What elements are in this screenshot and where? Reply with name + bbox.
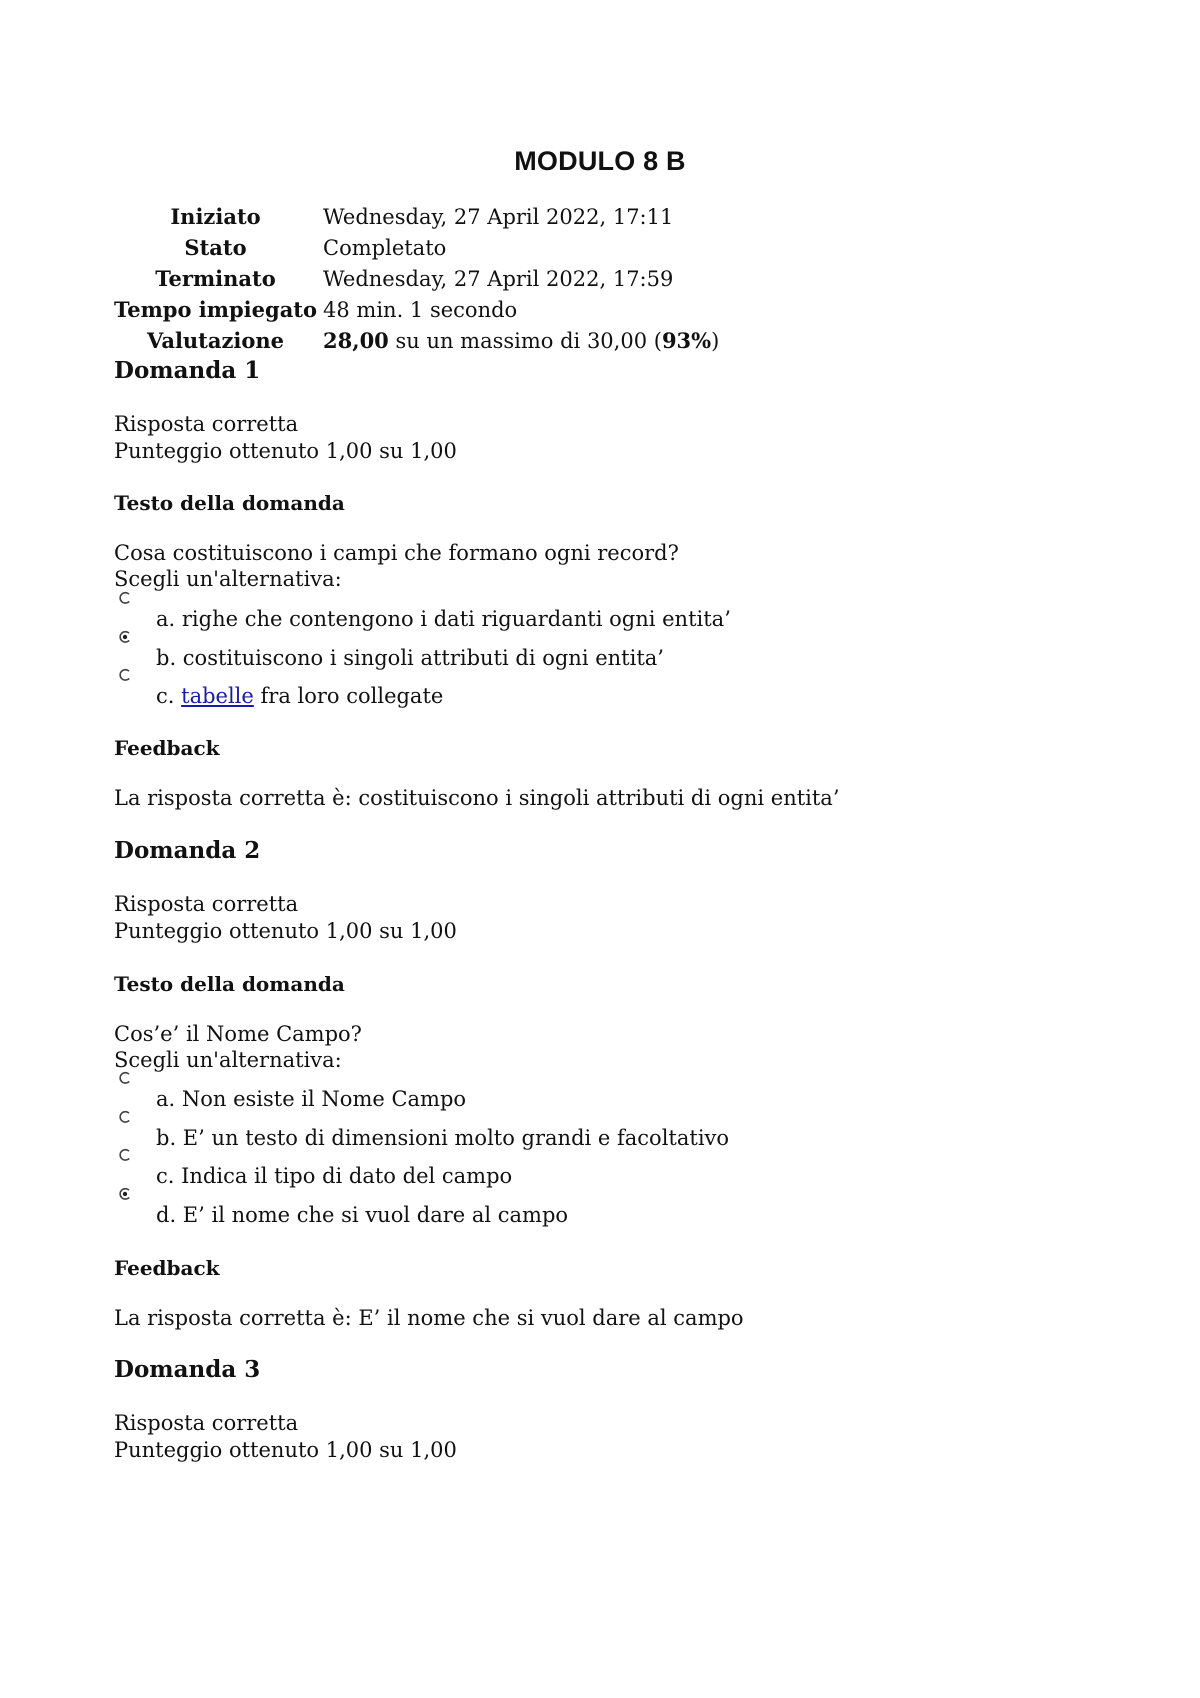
grade-score: 28,00 — [323, 328, 389, 353]
answer-option-label: b. E’ un testo di dimensioni molto grandi e facoltativo — [156, 1126, 730, 1150]
option-suffix: fra loro collegate — [253, 684, 444, 708]
summary-value: 48 min. 1 secondo — [323, 297, 518, 322]
question-points: Punteggio ottenuto 1,00 su 1,00 — [114, 1438, 457, 1462]
radio-selected-icon[interactable] — [118, 1187, 132, 1201]
summary-label: Iniziato — [170, 204, 261, 229]
summary-table — [114, 201, 719, 356]
question-prompt: Scegli un'alternativa: — [114, 567, 342, 591]
answer-option-label — [156, 684, 443, 708]
question-title: Domanda 1 — [114, 357, 261, 384]
answer-option-label: b. costituiscono i singoli attributi di ogni entita’ — [156, 646, 664, 670]
feedback-text: La risposta corretta è: E’ il nome che si vuol dare al campo — [114, 1306, 744, 1330]
summary-row — [114, 232, 719, 263]
summary-label: Valutazione — [146, 328, 285, 353]
feedback-header: Feedback — [114, 1256, 220, 1280]
question-points: Punteggio ottenuto 1,00 su 1,00 — [114, 439, 457, 463]
question-text-header: Testo della domanda — [114, 491, 345, 515]
page-title: MODULO 8 B — [514, 146, 686, 176]
summary-value: Wednesday, 27 April 2022, 17:59 — [323, 266, 674, 291]
question-points: Punteggio ottenuto 1,00 su 1,00 — [114, 919, 457, 943]
grade-value — [323, 325, 719, 356]
answer-option-label: d. E’ il nome che si vuol dare al campo — [156, 1203, 569, 1227]
radio-selected-icon[interactable] — [118, 630, 132, 644]
feedback-text: La risposta corretta è: costituiscono i singoli attributi di ogni entita’ — [114, 786, 840, 810]
summary-row — [114, 294, 719, 325]
answer-option-label: a. righe che contengono i dati riguardanti ogni entita’ — [156, 607, 731, 631]
question-status: Risposta corretta — [114, 412, 299, 436]
summary-value: Wednesday, 27 April 2022, 17:11 — [323, 204, 674, 229]
question-text: Cosa costituiscono i campi che formano ogni record? — [114, 541, 679, 565]
radio-unselected-icon[interactable] — [118, 1071, 132, 1085]
question-text-header: Testo della domanda — [114, 972, 345, 996]
radio-unselected-icon[interactable] — [118, 668, 132, 682]
question-status: Risposta corretta — [114, 1411, 299, 1435]
summary-row — [114, 201, 719, 232]
grade-percent: 93% — [661, 328, 712, 353]
grade-end: ) — [711, 329, 720, 353]
radio-unselected-icon[interactable] — [118, 1110, 132, 1124]
summary-row-valutazione — [114, 325, 719, 356]
radio-unselected-icon[interactable] — [118, 591, 132, 605]
grade-text: su un massimo di 30,00 ( — [388, 329, 662, 353]
radio-unselected-icon[interactable] — [118, 1148, 132, 1162]
option-prefix: c. — [156, 684, 182, 708]
question-title: Domanda 3 — [114, 1356, 261, 1383]
tabelle-link[interactable]: tabelle — [181, 684, 254, 708]
question-title: Domanda 2 — [114, 837, 261, 864]
summary-label: Tempo impiegato — [114, 297, 318, 322]
question-text: Cos’e’ il Nome Campo? — [114, 1022, 362, 1046]
summary-label: Terminato — [155, 266, 276, 291]
summary-label: Stato — [184, 235, 247, 260]
answer-option-label: a. Non esiste il Nome Campo — [156, 1087, 467, 1111]
summary-value: Completato — [323, 235, 447, 260]
question-status: Risposta corretta — [114, 892, 299, 916]
question-prompt: Scegli un'alternativa: — [114, 1048, 342, 1072]
feedback-header: Feedback — [114, 736, 220, 760]
summary-row — [114, 263, 719, 294]
answer-option-label: c. Indica il tipo di dato del campo — [156, 1164, 513, 1188]
